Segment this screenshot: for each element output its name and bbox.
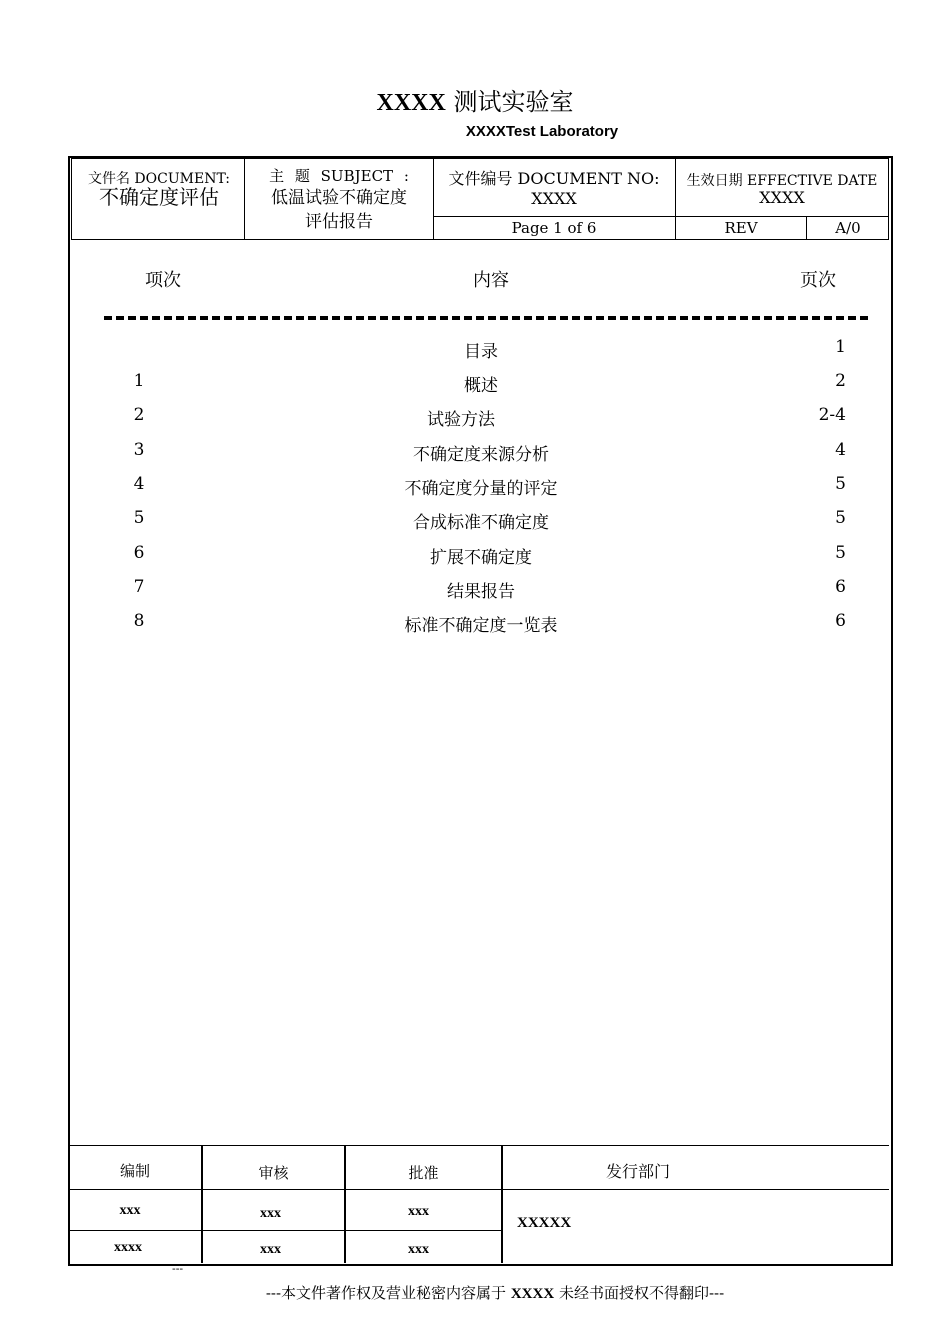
prepared-label: 编制: [119, 1162, 150, 1180]
subject-value-line2: 评估报告: [305, 212, 373, 232]
effective-date-value: XXXX: [759, 188, 805, 207]
toc-item-number: 4: [133, 474, 145, 494]
document-value: 不确定度评估: [99, 185, 219, 209]
rev-value: A/0: [835, 219, 861, 237]
document-frame: [68, 156, 893, 1266]
approval-table: [69, 1145, 890, 1263]
toc-row: [71, 474, 889, 508]
toc-item-title: 不确定度分量的评定: [404, 479, 558, 499]
approved-by-2: xxx: [408, 1242, 429, 1257]
doc-no-value: XXXX: [531, 189, 577, 208]
toc-item-page: 4: [835, 440, 846, 460]
toc-row: [71, 371, 889, 405]
toc-item-title: 合成标准不确定度: [413, 513, 549, 533]
document-label: 文件名 DOCUMENT:: [87, 171, 231, 187]
toc-item-title: 结果报告: [447, 582, 515, 602]
toc-item-title: 标准不确定度一览表: [404, 616, 558, 636]
toc-row: [71, 543, 889, 577]
toc-item-title: 试验方法: [427, 410, 495, 430]
copyright-suffix: 未经书面授权不得翻印---: [558, 1284, 725, 1302]
header-table: [71, 158, 889, 240]
approved-by-1: xxx: [408, 1204, 429, 1219]
rev-label: REV: [724, 219, 758, 237]
toc-item-number: 3: [133, 440, 145, 460]
toc-item-page: 2: [835, 371, 846, 391]
page-number: Page 1 of 6: [511, 219, 597, 237]
toc-row: [71, 405, 889, 439]
toc-item-number: 6: [133, 543, 145, 563]
dotted-divider: [104, 316, 868, 320]
small-dash-mark: ---: [172, 1262, 184, 1275]
toc-item-page: 5: [835, 508, 846, 528]
copyright-owner: XXXX: [510, 1286, 555, 1302]
toc-row: [71, 611, 889, 645]
toc-item-page: 5: [835, 543, 846, 563]
toc-item-number: 1: [133, 371, 145, 391]
toc-item-page: 2-4: [818, 405, 846, 425]
toc-col-content: 内容: [473, 270, 509, 291]
toc-item-page: 1: [835, 337, 846, 357]
toc-item-page: 5: [835, 474, 846, 494]
page-title: [0, 82, 950, 117]
subject-label: 主 题 SUBJECT :: [269, 167, 409, 185]
toc-item-number: 8: [133, 611, 145, 631]
issuing-dept-label: 发行部门: [605, 1162, 670, 1181]
toc-row: [71, 337, 889, 371]
lab-name-cn: 测试实验室: [453, 88, 574, 116]
toc-item-number: 2: [133, 405, 145, 425]
toc-item-title: 扩展不确定度: [430, 548, 532, 568]
approved-label: 批准: [408, 1164, 439, 1182]
toc-item-number: 7: [133, 577, 145, 597]
toc-item-title: 不确定度来源分析: [413, 445, 549, 465]
subject-value-line1: 低温试验不确定度: [271, 188, 407, 208]
toc-row: [71, 577, 889, 611]
toc-item-page: 6: [835, 577, 846, 597]
issuing-dept-value: XXXXX: [517, 1215, 572, 1231]
reviewed-by-2: xxx: [260, 1242, 281, 1257]
toc-col-page: 页次: [800, 270, 836, 291]
doc-no-label: 文件编号 DOCUMENT NO:: [448, 169, 660, 188]
copyright-prefix: ---本文件著作权及营业秘密内容属于: [265, 1284, 507, 1302]
lab-name-bold: XXXX: [376, 90, 446, 116]
toc-item-page: 6: [835, 611, 846, 631]
toc-row: [71, 440, 889, 474]
toc-item-title: 概述: [464, 376, 498, 396]
toc-col-item: 项次: [145, 270, 181, 291]
toc-row: [71, 508, 889, 542]
toc-item-title: 目录: [464, 342, 498, 362]
copyright-note: [0, 1282, 950, 1303]
prepared-by-2: xxxx: [114, 1240, 142, 1255]
reviewed-by-1: xxx: [260, 1206, 281, 1221]
lab-name-en: XXXXTest Laboratory: [465, 123, 619, 140]
effective-date-label: 生效日期 EFFECTIVE DATE: [686, 173, 878, 189]
prepared-by-1: xxx: [119, 1203, 141, 1218]
toc-item-number: 5: [133, 508, 145, 528]
reviewed-label: 审核: [258, 1164, 289, 1182]
